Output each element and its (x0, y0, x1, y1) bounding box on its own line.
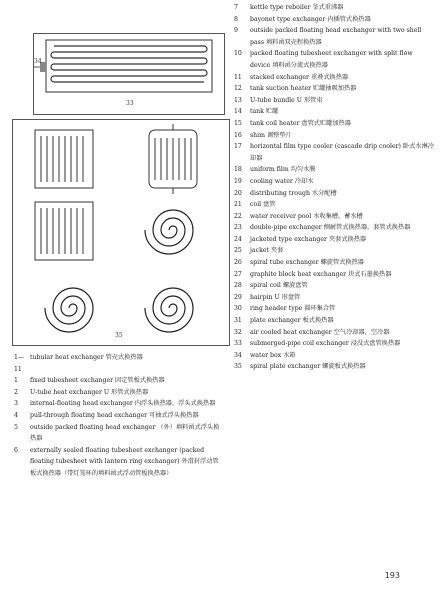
caption-left-column (14, 352, 224, 480)
item-number: 30 (234, 305, 242, 313)
item-number: 33 (234, 340, 242, 348)
item-text: U-tube heat exchanger U 形管式换热器 (30, 388, 149, 396)
page-number: 193 (384, 571, 400, 580)
item-number: 7 (234, 4, 238, 11)
list-item (234, 245, 434, 257)
item-number: 21 (234, 201, 242, 209)
item-number: 19 (234, 177, 242, 185)
item-number: 10 (234, 50, 242, 58)
item-text: externally sealed floating tubesheet exchanger (packed floating tubesheet with lantern ring exchanger) 外滑封浮动管板式换热器（带灯笼环的填料函式浮动管板换热器） (30, 446, 219, 477)
item-text: outside packed floating head exchanger （外）填料函式浮头换热器 (30, 423, 220, 443)
item-text: jacketed type exchanger 夹套式换热器 (250, 235, 367, 243)
item-number: 1 (14, 377, 18, 385)
item-text: packed floating tubesheet exchanger with split flow device 填料函分流式换热器 (250, 50, 413, 69)
list-item (234, 130, 434, 142)
figure-label-33: 33 (126, 100, 134, 107)
item-number: 3 (14, 400, 18, 408)
item-text: bayonet type exchanger 内插管式换热器 (250, 15, 371, 23)
item-text: pull-through floating head exchanger 可抽式浮头换热器 (30, 411, 199, 419)
item-text: tank suction heater 贮罐抽吸加热器 (250, 85, 357, 93)
list-item (234, 72, 434, 84)
list-item (234, 95, 434, 107)
list-item (14, 445, 224, 480)
list-item (234, 83, 434, 95)
list-item (234, 361, 434, 373)
list-item (14, 410, 224, 422)
item-text: fixed tubesheet exchanger 固定管板式换热器 (30, 377, 165, 385)
item-text: distributing trough 水分配槽 (250, 189, 337, 197)
item-number: 25 (234, 247, 242, 255)
item-number: 27 (234, 270, 242, 278)
item-text: graphite block heat exchanger 块式石墨换热器 (250, 270, 392, 278)
item-text: U-tube bundle U 形管束 (250, 96, 323, 104)
item-number: 11 (234, 73, 242, 81)
list-item (234, 141, 434, 164)
item-number: 23 (234, 224, 242, 232)
list-item (234, 292, 434, 304)
list-item (234, 234, 434, 246)
list-item (14, 422, 224, 445)
item-text: kettle type reboiler 釜式重沸器 (250, 4, 344, 11)
item-text: water box 水箱 (250, 351, 296, 359)
list-item (14, 375, 224, 387)
list-item (234, 327, 434, 339)
list-item (234, 211, 434, 223)
item-text: spiral coil 螺旋盘管 (250, 282, 308, 290)
item-number: 13 (234, 96, 242, 104)
item-number: 17 (234, 143, 242, 151)
item-text: internal-floating head exchanger 内浮头换热器，浮头式换热器 (30, 400, 216, 408)
item-text: double-pipe exchanger 侧耐管式换热器，套管式换热器 (250, 224, 411, 232)
item-number: 14 (234, 108, 242, 116)
figure-label-35: 35 (115, 332, 123, 339)
item-number: 4 (14, 411, 18, 419)
list-item (14, 352, 224, 375)
spiral-plate-drawing (13, 120, 229, 345)
list-item (234, 48, 434, 71)
list-item (234, 188, 434, 200)
item-text: outside packed floating head exchanger with two shell pass 填料函双壳程换热器 (250, 27, 422, 46)
item-text: cooling water 冷却水 (250, 177, 314, 185)
item-number: 26 (234, 259, 242, 267)
item-text: horizontal film type cooler (cascade drip cooler) 卧式水淋冷却器 (250, 143, 434, 162)
item-text: spiral plate exchanger 螺旋板式换热器 (250, 363, 366, 371)
list-item (234, 280, 434, 292)
item-text: hairpin U 形盘管 (250, 293, 301, 301)
figure-spiral-plate (12, 119, 230, 346)
item-text: water receiver pool 水收集槽，蓄水槽 (250, 212, 363, 220)
item-number: 2 (14, 388, 18, 396)
item-number: 22 (234, 212, 242, 220)
item-text: shim 调整垫片 (250, 131, 292, 139)
list-item (234, 14, 434, 26)
list-item (234, 118, 434, 130)
item-text: plate exchanger 板式换热器 (250, 317, 334, 325)
list-item (14, 398, 224, 410)
list-item (234, 2, 434, 14)
list-item (234, 350, 434, 362)
list-item (234, 25, 434, 48)
item-number: 20 (234, 189, 242, 197)
item-number: 5 (14, 423, 18, 431)
item-text: tank coil heater 盘管式贮罐加热器 (250, 119, 351, 127)
list-item (234, 106, 434, 118)
item-text: uniform film 均匀水膜 (250, 166, 316, 174)
item-number: 32 (234, 328, 242, 336)
item-number: 15 (234, 119, 242, 127)
item-number: 35 (234, 363, 242, 371)
list-item (14, 387, 224, 399)
item-text: coil 盘管 (250, 201, 276, 209)
item-number: 9 (234, 27, 238, 35)
item-text: spiral tube exchanger 螺旋管式换热器 (250, 259, 364, 267)
item-number: 24 (234, 235, 242, 243)
item-number: 6 (14, 446, 18, 454)
list-item (234, 338, 434, 350)
list-item (234, 269, 434, 281)
item-text: submerged-pipe coil exchanger 浸没式盘管换热器 (250, 340, 401, 348)
list-item (234, 257, 434, 269)
item-text: air cooled heat exchanger 空气冷却器，空冷器 (250, 328, 390, 336)
list-item (234, 199, 434, 211)
caption-right-column (234, 2, 434, 373)
item-text: ring header type 圆环集合管 (250, 305, 336, 313)
figure-submerged-coil (33, 33, 225, 115)
list-item (234, 303, 434, 315)
item-number: 31 (234, 317, 242, 325)
list-item (234, 315, 434, 327)
item-text: tubular heat exchanger 管壳式换热器 (30, 354, 143, 361)
item-text: tank 贮罐 (250, 108, 279, 116)
list-item (234, 164, 434, 176)
item-number: 34 (234, 351, 242, 359)
item-number: 1—11 (14, 354, 25, 373)
callout-34: 34 (34, 58, 42, 65)
item-number: 18 (234, 166, 242, 174)
item-number: 12 (234, 85, 242, 93)
list-item (234, 176, 434, 188)
item-text: stacked exchanger 重叠式换热器 (250, 73, 349, 81)
list-item (234, 222, 434, 234)
item-text: jacket 夹套 (250, 247, 284, 255)
item-number: 16 (234, 131, 242, 139)
item-number: 8 (234, 15, 238, 23)
item-number: 29 (234, 293, 242, 301)
item-number: 28 (234, 282, 242, 290)
